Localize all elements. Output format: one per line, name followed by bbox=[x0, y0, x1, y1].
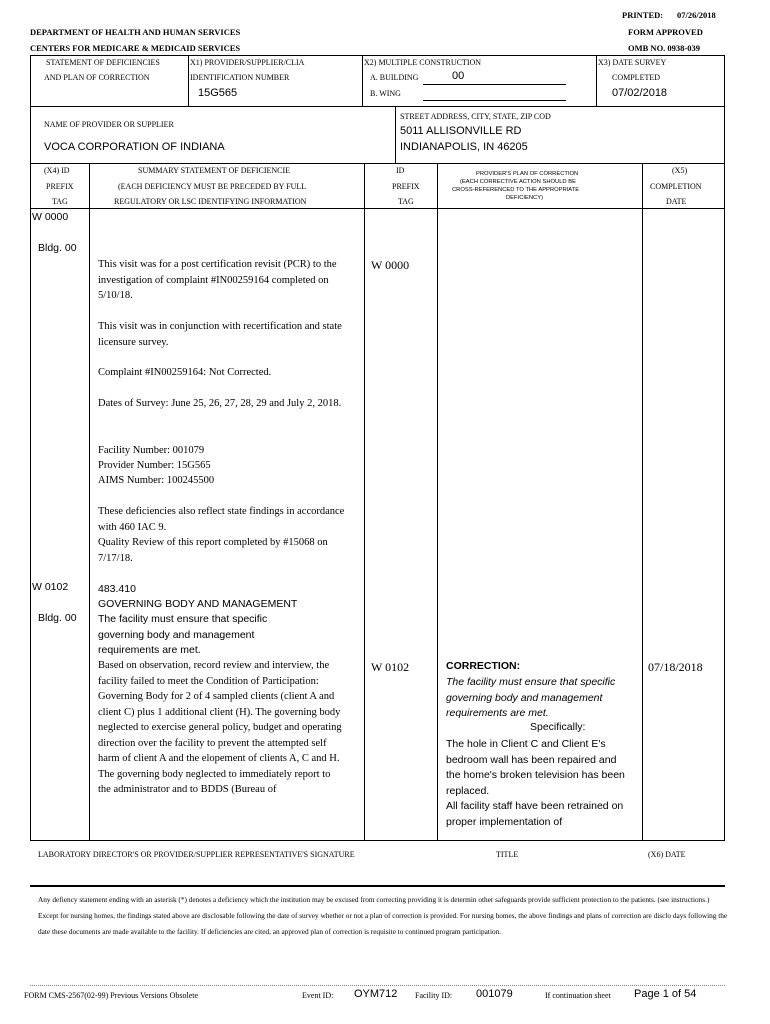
form-approved: FORM APPROVED bbox=[628, 27, 703, 37]
quality-review-paragraph: Quality Review of this report completed by #15068 on 7/17/18. bbox=[98, 537, 328, 564]
complaint-paragraph: Complaint #IN00259164: Not Corrected. bbox=[98, 367, 272, 378]
event-id-value: OYM712 bbox=[354, 988, 398, 1000]
address-line-1: 5011 ALLISONVILLE RD bbox=[400, 125, 522, 137]
statement-label: STATEMENT OF DEFICIENCIES bbox=[46, 58, 160, 67]
address-line-2: INDIANAPOLIS, IN 46205 bbox=[400, 141, 528, 153]
conjunction-paragraph: This visit was in conjunction with recertification and state licensure survey. bbox=[98, 321, 342, 348]
summary-sub: (EACH DEFICIENCY MUST BE PRECEDED BY FULL bbox=[118, 182, 307, 191]
completed-label: COMPLETED bbox=[612, 73, 660, 82]
regulation-text: The facility must ensure that specific governing body and management requirements are met. bbox=[98, 613, 268, 656]
plan-header: PROVIDER'S PLAN OF CORRECTION bbox=[476, 171, 579, 177]
page-number: Page 1 of 54 bbox=[634, 988, 697, 1000]
id-prefix: PREFIX bbox=[392, 182, 420, 191]
department-title: DEPARTMENT OF HEALTH AND HUMAN SERVICES bbox=[30, 27, 241, 37]
address-label: STREET ADDRESS, CITY, STATE, ZIP COD bbox=[400, 112, 551, 121]
provider-name: VOCA CORPORATION OF INDIANA bbox=[44, 141, 225, 153]
facility-id-label: Facility ID: bbox=[415, 991, 453, 1000]
correction-italic: The facility must ensure that specific governing body and management requirements are met. bbox=[446, 676, 616, 719]
form-number: FORM CMS-2567(02-99) Previous Versions Obsolete bbox=[24, 991, 199, 1000]
x5-header: (X5) bbox=[672, 166, 688, 175]
wing-label: B. WING bbox=[370, 89, 401, 98]
correction-text-2: All facility staff have been retrained on proper implementation of bbox=[446, 800, 624, 828]
w0000-tag: W 0000 bbox=[32, 211, 69, 223]
id-tag: TAG bbox=[398, 197, 414, 206]
correction-text: The hole in Client C and Client E's bedroom wall has been repaired and the home's broken television has been replaced. bbox=[446, 738, 625, 797]
x4-prefix: PREFIX bbox=[46, 182, 74, 191]
provider-number: Provider Number: 15G565 bbox=[98, 460, 211, 471]
facility-id-value: 001079 bbox=[476, 988, 513, 1000]
printed-date: 07/26/2018 bbox=[677, 10, 716, 20]
x6-date-label: (X6) DATE bbox=[648, 850, 686, 859]
state-findings-paragraph: These deficiencies also reflect state findings in accordance with 460 IAC 9. bbox=[98, 506, 345, 533]
x5-date: DATE bbox=[666, 197, 687, 206]
bldg-label: Bldg. 00 bbox=[38, 242, 77, 254]
building-label: A. BUILDING bbox=[370, 73, 419, 82]
x1-label-2: IDENTIFICATION NUMBER bbox=[190, 73, 290, 82]
centers-title: CENTERS FOR MEDICARE & MEDICAID SERVICES bbox=[30, 43, 241, 53]
correction-title: CORRECTION: bbox=[446, 660, 521, 672]
x4-header: (X4) ID bbox=[44, 166, 70, 175]
facility-number: Facility Number: 001079 bbox=[98, 445, 205, 456]
survey-dates-paragraph: Dates of Survey: June 25, 26, 27, 28, 29 and July 2, 2018. bbox=[98, 398, 342, 409]
plan-label: AND PLAN OF CORRECTION bbox=[44, 73, 150, 82]
w0000-id: W 0000 bbox=[371, 258, 410, 272]
x3-label: X3) DATE SURVEY bbox=[598, 58, 667, 67]
event-id-label: Event ID: bbox=[302, 991, 334, 1000]
disclaimer-footnote: Any defiency statement ending with an asterisk (*) denotes a deficiency which the institution may be excused from correcting providing it is determin other safeguards provide sufficient protection to the patients. (see instructions.) Except for nursing homes, the findings stated above are disclosable following the date of survey whether or not a plan of correction is provided. For nursing homes, the above findings and plans of correction are disclo days following the date these documents are made available to the facility. If deficiencies are cited, an approved plan of correction is requisite to continued program participation. bbox=[38, 895, 728, 936]
w0102-tag: W 0102 bbox=[32, 581, 69, 593]
w0102-id: W 0102 bbox=[371, 660, 410, 674]
summary-sub-2: REGULATORY OR LSC IDENTIFYING INFORMATION bbox=[114, 197, 307, 206]
signature-label: LABORATORY DIRECTOR'S OR PROVIDER/SUPPLIER REPRESENTATIVE'S SIGNATURE bbox=[38, 850, 355, 859]
id-header: ID bbox=[396, 166, 405, 175]
summary-header: SUMMARY STATEMENT OF DEFICIENCIE bbox=[138, 166, 291, 175]
title-label: TITLE bbox=[496, 850, 519, 859]
regulation-title: GOVERNING BODY AND MANAGEMENT bbox=[98, 598, 298, 610]
x4-tag: TAG bbox=[52, 197, 68, 206]
x5-completion: COMPLETION bbox=[650, 182, 702, 191]
building-value: 00 bbox=[452, 70, 465, 82]
bldg-label-2: Bldg. 00 bbox=[38, 612, 77, 624]
plan-sub: (EACH CORRECTIVE ACTION SHOULD BE bbox=[460, 179, 576, 185]
continuation-label: If continuation sheet bbox=[545, 991, 611, 1000]
plan-sub-3: DEFICIENCY) bbox=[506, 195, 544, 201]
correction-specifically: Specifically: bbox=[530, 721, 586, 733]
provider-name-label: NAME OF PROVIDER OR SUPPLIER bbox=[44, 120, 174, 129]
x1-label: X1) PROVIDER/SUPPLIER/CLIA bbox=[190, 58, 305, 67]
omb-number: OMB NO. 0938-039 bbox=[628, 43, 701, 53]
plan-sub-2: CROSS-REFERENCED TO THE APPROPRIATE bbox=[452, 187, 580, 193]
x2-label: X2) MULTIPLE CONSTRUCTION bbox=[364, 58, 482, 67]
intro-paragraph: This visit was for a post certification revisit (PCR) to the investigation of complaint #IN00259164 completed on 5/10/18. bbox=[98, 259, 337, 301]
aims-number: AIMS Number: 100245500 bbox=[98, 475, 215, 486]
provider-id-value: 15G565 bbox=[198, 87, 238, 99]
findings-paragraph: Based on observation, record review and interview, the facility failed to meet the Condition of Participation: Governing Body for 2 of 4 sampled clients (client A and client C) plus 1 additional client (H). The governing body neglected to exercise general policy, budget and operating direction over the facility to prevent the attempted self harm of client A and the elopement of clients A, C and H. The governing body neglected to immediately report to the administrator and to BDDS (Bureau of bbox=[98, 660, 342, 795]
printed-label: PRINTED: bbox=[622, 10, 664, 20]
completion-date: 07/18/2018 bbox=[648, 660, 703, 674]
survey-date-value: 07/02/2018 bbox=[612, 87, 668, 99]
regulation-number: 483.410 bbox=[98, 583, 136, 595]
